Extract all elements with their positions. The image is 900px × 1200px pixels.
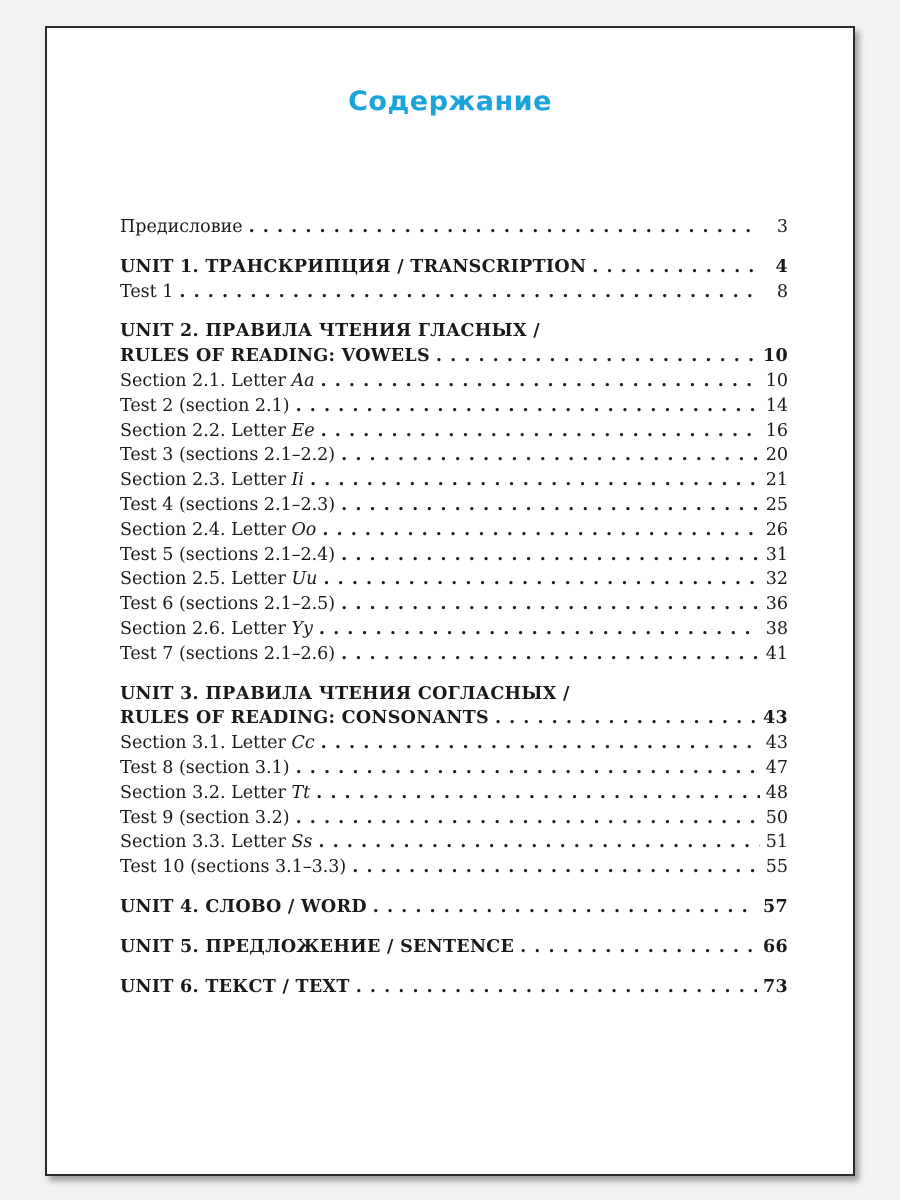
toc-entry-label <box>120 806 290 831</box>
toc-entry-text: Test 6 (sections 2.1–2.5) <box>120 594 336 615</box>
dot-leader <box>316 781 760 806</box>
toc-page-number: 41 <box>765 643 788 664</box>
toc-entry[interactable] <box>120 642 788 667</box>
table-of-contents <box>120 215 788 999</box>
dot-leader <box>373 895 757 920</box>
toc-entry-test1[interactable] <box>120 280 788 305</box>
toc-entry-label <box>120 617 313 642</box>
dot-leader <box>341 443 760 468</box>
toc-entry-letter: Oo <box>291 519 317 540</box>
toc-entry-text: Section 2.1. Letter <box>120 370 292 391</box>
toc-entry[interactable] <box>120 756 788 781</box>
toc-entry-text: Section 2.3. Letter <box>120 470 292 491</box>
dot-leader <box>318 830 759 855</box>
toc-entry-text: Section 3.1. Letter <box>120 733 292 754</box>
toc-entry-label <box>120 756 290 781</box>
toc-page-number: 14 <box>765 395 788 416</box>
toc-page-number: 4 <box>775 256 788 277</box>
page-title: Содержание <box>348 86 552 117</box>
toc-entry-text: Test 7 (sections 2.1–2.6) <box>120 643 336 664</box>
toc-entry-letter: Ss <box>291 832 313 853</box>
toc-entry-letter: Uu <box>291 569 318 590</box>
toc-page-number: 21 <box>765 470 788 491</box>
dot-leader <box>341 543 760 568</box>
toc-entry-unit6[interactable] <box>120 975 788 1000</box>
toc-entry-label: Test 1 <box>120 281 174 302</box>
toc-entry[interactable] <box>120 443 788 468</box>
dot-leader <box>341 642 760 667</box>
toc-entry-unit2[interactable] <box>120 344 788 369</box>
toc-entry-label <box>120 830 312 855</box>
toc-entry-label <box>120 518 316 543</box>
dot-leader <box>341 493 760 518</box>
toc-entry-text: Section 3.2. Letter <box>120 782 292 803</box>
toc-entry-letter: Ee <box>291 420 315 441</box>
toc-entry-letter: Ii <box>291 470 304 491</box>
toc-entry-unit1[interactable] <box>120 255 788 280</box>
dot-leader <box>592 255 760 280</box>
toc-entry-text: Section 2.6. Letter <box>120 618 292 639</box>
dot-leader <box>296 756 760 781</box>
toc-unit3-items <box>120 731 788 880</box>
dot-leader <box>321 369 760 394</box>
toc-entry-letter: Tt <box>291 782 311 803</box>
dot-leader <box>322 518 759 543</box>
dot-leader <box>179 280 760 305</box>
toc-page-number: 43 <box>765 733 788 754</box>
toc-entry-label: Предисловие <box>120 217 243 237</box>
toc-page-number: 55 <box>765 857 788 878</box>
dot-leader <box>520 935 757 960</box>
toc-page-number: 73 <box>763 976 788 997</box>
toc-entry[interactable] <box>120 592 788 617</box>
toc-page-number: 43 <box>763 708 788 729</box>
toc-entry-text: Section 2.2. Letter <box>120 420 292 441</box>
toc-entry-letter: Aa <box>291 370 315 391</box>
toc-page-number: 20 <box>765 445 788 466</box>
toc-entry-unit5[interactable] <box>120 935 788 960</box>
toc-page-number: 66 <box>763 936 788 957</box>
toc-entry-label: RULES OF READING: VOWELS <box>120 346 430 367</box>
toc-entry-label <box>120 369 315 394</box>
toc-entry[interactable] <box>120 419 788 444</box>
toc-entry-label <box>120 567 317 592</box>
toc-entry-label: RULES OF READING: CONSONANTS <box>120 708 489 729</box>
toc-entry-text: Test 5 (sections 2.1–2.4) <box>120 544 336 565</box>
document-page <box>45 26 855 1176</box>
toc-page-number: 3 <box>776 217 788 237</box>
toc-page-number: 26 <box>765 519 788 540</box>
toc-entry-preface[interactable] <box>120 215 788 240</box>
toc-entry[interactable] <box>120 369 788 394</box>
toc-page-number: 31 <box>765 544 788 565</box>
toc-page-number: 25 <box>765 494 788 515</box>
toc-page-number: 10 <box>763 346 788 367</box>
toc-entry-label: UNIT 5. ПРЕДЛОЖЕНИЕ / SENTENCE <box>120 936 515 957</box>
toc-page-number: 51 <box>765 832 788 853</box>
toc-entry-unit3[interactable] <box>120 706 788 731</box>
toc-entry[interactable] <box>120 806 788 831</box>
toc-page-number: 38 <box>765 618 788 639</box>
toc-entry[interactable] <box>120 394 788 419</box>
toc-entry[interactable] <box>120 543 788 568</box>
toc-entry-label <box>120 592 335 617</box>
dot-leader <box>321 731 760 756</box>
toc-entry-label <box>120 468 304 493</box>
toc-entry[interactable] <box>120 567 788 592</box>
toc-entry-label <box>120 493 335 518</box>
dot-leader <box>319 617 760 642</box>
toc-entry[interactable] <box>120 617 788 642</box>
toc-entry-text: Test 10 (sections 3.1–3.3) <box>120 857 347 878</box>
toc-entry[interactable] <box>120 493 788 518</box>
dot-leader <box>296 394 760 419</box>
dot-leader <box>323 567 759 592</box>
toc-page-number: 32 <box>765 569 788 590</box>
toc-entry[interactable] <box>120 468 788 493</box>
toc-entry-label <box>120 781 310 806</box>
toc-entry-label <box>120 543 335 568</box>
toc-entry-text: Section 2.5. Letter <box>120 569 292 590</box>
toc-entry-letter: Cc <box>291 733 315 754</box>
toc-entry-label <box>120 855 346 880</box>
toc-entry-label <box>120 731 315 756</box>
dot-leader <box>310 468 760 493</box>
toc-entry[interactable] <box>120 830 788 855</box>
toc-entry-label <box>120 443 335 468</box>
toc-entry[interactable] <box>120 781 788 806</box>
dot-leader <box>296 806 760 831</box>
toc-page-number: 50 <box>765 807 788 828</box>
toc-entry-label: UNIT 4. СЛОВО / WORD <box>120 896 367 917</box>
dot-leader <box>356 975 757 1000</box>
toc-entry-label <box>120 394 290 419</box>
toc-entry[interactable] <box>120 518 788 543</box>
dot-leader <box>321 419 760 444</box>
toc-entry-text: Test 3 (sections 2.1–2.2) <box>120 445 336 466</box>
toc-entry-text: Section 2.4. Letter <box>120 519 292 540</box>
toc-entry[interactable] <box>120 731 788 756</box>
toc-entry-label <box>120 642 335 667</box>
dot-leader <box>495 706 757 731</box>
toc-entry-text: Test 2 (section 2.1) <box>120 395 290 416</box>
toc-entry-unit4[interactable] <box>120 895 788 920</box>
toc-page-number: 10 <box>765 370 788 391</box>
toc-page-number: 57 <box>763 896 788 917</box>
toc-entry-text: Test 8 (section 3.1) <box>120 757 290 778</box>
dot-leader <box>436 344 757 369</box>
toc-page-number: 8 <box>776 281 788 302</box>
dot-leader <box>249 215 760 240</box>
toc-page-number: 16 <box>765 420 788 441</box>
toc-unit2-items <box>120 369 788 667</box>
toc-entry-text: Section 3.3. Letter <box>120 832 292 853</box>
toc-unit3-heading-line1: UNIT 3. ПРАВИЛА ЧТЕНИЯ СОГЛАСНЫХ / <box>120 683 570 704</box>
toc-entry-label <box>120 419 315 444</box>
toc-entry-label: UNIT 6. ТЕКСТ / TEXT <box>120 976 350 997</box>
toc-page-number: 48 <box>765 782 788 803</box>
dot-leader <box>341 592 760 617</box>
toc-entry-label: UNIT 1. ТРАНСКРИПЦИЯ / TRANSCRIPTION <box>120 256 587 277</box>
dot-leader <box>352 855 759 880</box>
toc-page-number: 47 <box>765 757 788 778</box>
toc-entry[interactable] <box>120 855 788 880</box>
toc-page-number: 36 <box>765 594 788 615</box>
toc-unit2-heading-line1: UNIT 2. ПРАВИЛА ЧТЕНИЯ ГЛАСНЫХ / <box>120 321 540 342</box>
toc-entry-text: Test 4 (sections 2.1–2.3) <box>120 494 336 515</box>
toc-entry-text: Test 9 (section 3.2) <box>120 807 290 828</box>
toc-entry-letter: Yy <box>291 618 313 639</box>
